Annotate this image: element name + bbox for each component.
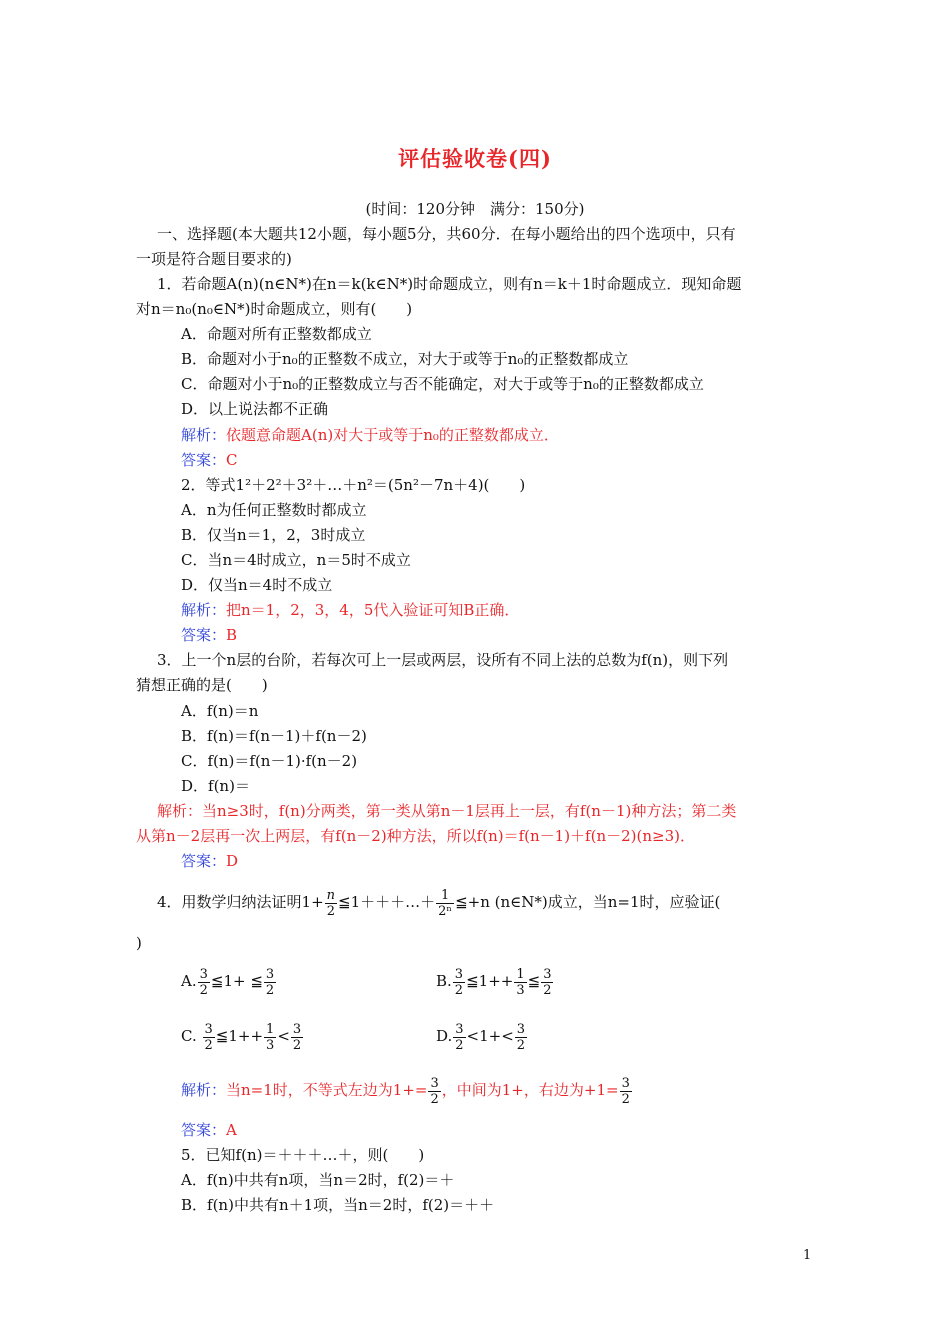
q2-stem: 2．等式1²＋2²＋3²＋…＋n²＝(5n²－7n＋4)( ): [181, 476, 526, 494]
fraction: [325, 888, 337, 919]
numerator: 3: [199, 966, 208, 982]
option-text: <: [277, 1027, 290, 1045]
q3-option-b: B．f(n)＝f(n－1)＋f(n－2): [181, 727, 367, 745]
analysis-text: 依题意命题A(n)对大于或等于n₀的正整数都成立．: [226, 426, 559, 444]
numerator: 3: [430, 1075, 439, 1091]
option-text: ≦: [527, 972, 541, 990]
denominator: 2: [199, 982, 208, 998]
q4-stem-start: 4．用数学归纳法证明1+: [157, 893, 324, 911]
q3-stem: 3．上一个n层的台阶，若每次可上一层或两层，设所有不同上法的总数为f(n)，则下列: [157, 651, 729, 669]
answer-value: D: [226, 852, 239, 870]
option-label: C.: [181, 1027, 197, 1045]
q1-analysis: [181, 424, 559, 446]
q4-stem: [157, 883, 720, 921]
fraction: [198, 967, 210, 998]
option-text: <1+<: [466, 1027, 514, 1045]
q1-stem-cont: 对n＝n₀(n₀∈N*)时命题成立，则有( ): [136, 300, 413, 318]
fraction: [291, 1022, 303, 1053]
analysis-label: 解析：: [181, 1081, 227, 1099]
denominator: 2: [454, 982, 464, 998]
q1-answer: [181, 449, 238, 471]
denominator: 2: [326, 903, 335, 919]
denominator: 2: [430, 1091, 439, 1107]
q2-answer: [181, 624, 237, 646]
fraction: [428, 1076, 440, 1107]
numerator: 1: [516, 966, 525, 982]
q3-option-c: C．f(n)＝f(n－1)·f(n－2): [181, 752, 358, 770]
analysis-text: 把n＝1，2，3，4，5代入验证可知B正确．: [226, 601, 520, 619]
fraction: [514, 967, 526, 998]
denominator: 2: [455, 1037, 464, 1053]
q2-option-a: A．n为任何正整数时都成立: [181, 501, 367, 519]
answer-value: B: [226, 626, 238, 644]
fraction: [541, 967, 553, 998]
q4-option-d: [436, 1017, 528, 1055]
analysis-label: 解析：: [181, 426, 227, 444]
option-label: A.: [181, 972, 197, 990]
numerator: 3: [292, 1021, 302, 1037]
denominator: 2: [543, 982, 552, 998]
denominator: 2: [621, 1091, 630, 1107]
q1-option-a: A．命题对所有正整数都成立: [181, 325, 372, 343]
q4-analysis: [181, 1071, 633, 1109]
q2-option-c: C．当n＝4时成立，n＝5时不成立: [181, 551, 411, 569]
page-title: 评估验收卷(四): [398, 146, 552, 171]
page-number: 1: [803, 1248, 812, 1263]
q5-option-b: B．f(n)中共有n＋1项，当n＝2时，f(2)＝＋＋: [181, 1196, 495, 1214]
section-intro-cont: 一项是符合题目要求的): [136, 250, 292, 268]
q3-analysis-cont: 从第n－2层再一次上两层，有f(n－2)种方法，所以f(n)＝f(n－1)＋f(n－2)(n≥3)．: [136, 827, 695, 845]
q1-option-d: D．以上说法都不正确: [181, 400, 329, 418]
answer-value: C: [226, 451, 238, 469]
q3-stem-cont: 猜想正确的是( ): [136, 676, 268, 694]
answer-label: 答案：: [181, 1121, 227, 1139]
answer-label: 答案：: [181, 626, 227, 644]
numerator: 3: [454, 966, 464, 982]
numerator: 3: [455, 1021, 464, 1037]
q3-option-a: A．f(n)＝n: [181, 702, 259, 720]
q4-answer: [181, 1119, 237, 1141]
numerator: 3: [204, 1021, 213, 1037]
fraction: [264, 1022, 276, 1053]
option-label: B.: [436, 972, 452, 990]
section-intro: 一、选择题(本大题共12小题，每小题5分，共60分．在每小题给出的四个选项中，只有: [157, 225, 736, 243]
q4-option-c: [181, 1017, 304, 1055]
fraction: [620, 1076, 632, 1107]
q1-option-b: B．命题对小于n₀的正整数不成立，对大于或等于n₀的正整数都成立: [181, 350, 629, 368]
q5-option-a: A．f(n)中共有n项，当n＝2时，f(2)＝＋: [181, 1171, 455, 1189]
denominator: 2: [292, 1037, 302, 1053]
numerator: n: [326, 887, 336, 903]
exam-meta: (时间：120分钟 满分：150分): [365, 200, 585, 218]
q1-option-c: C．命题对小于n₀的正整数成立与否不能确定，对大于或等于n₀的正整数都成立: [181, 375, 704, 393]
numerator: 3: [621, 1075, 630, 1091]
analysis-text: ，中间为1+，右边为+1=: [441, 1081, 619, 1099]
q3-answer: [181, 850, 238, 872]
q3-analysis: 解析：当n≥3时，f(n)分两类，第一类从第n－1层再上一层，有f(n－1)种方法；第二类: [157, 802, 737, 820]
option-text: ≦1++: [215, 1027, 264, 1045]
denominator: 3: [516, 982, 525, 998]
q4-option-b: [436, 962, 554, 1000]
fraction: [453, 1022, 465, 1053]
option-text: ≦1+ ≦: [210, 972, 263, 990]
q2-option-d: D．仅当n＝4时不成立: [181, 576, 333, 594]
option-text: ≦1++: [466, 972, 514, 990]
denominator: 3: [266, 1037, 275, 1053]
numerator: 3: [543, 966, 552, 982]
answer-label: 答案：: [181, 451, 227, 469]
answer-label: 答案：: [181, 852, 227, 870]
fraction: [453, 967, 465, 998]
q1-stem: 1．若命题A(n)(n∈N*)在n＝k(k∈N*)时命题成立，则有n＝k＋1时命题成立．现知命题: [157, 275, 742, 293]
denominator: 2: [516, 1037, 526, 1053]
q5-stem: 5．已知f(n)＝＋＋＋…＋，则( ): [181, 1146, 425, 1164]
numerator: 1: [266, 1021, 275, 1037]
q4-stem-end: ≦+n (n∈N*)成立，当n=1时，应验证(: [455, 893, 721, 911]
q2-analysis: [181, 599, 519, 621]
q4-stem-cont: ): [136, 934, 142, 952]
numerator: 3: [516, 1021, 526, 1037]
analysis-label: 解析：: [181, 601, 227, 619]
analysis-text: 当n=1时，不等式左边为1+=: [226, 1081, 428, 1099]
fraction: [515, 1022, 527, 1053]
q2-option-b: B．仅当n＝1，2，3时成立: [181, 526, 366, 544]
denominator: 2: [204, 1037, 213, 1053]
numerator: 3: [265, 966, 275, 982]
denominator: 2: [265, 982, 275, 998]
fraction: [436, 888, 454, 919]
q4-option-a: [181, 962, 277, 1000]
option-label: D.: [436, 1027, 453, 1045]
fraction: [203, 1022, 215, 1053]
numerator: 1: [436, 888, 454, 904]
denominator: 2ⁿ: [438, 903, 453, 919]
q4-stem-middle: ≦1＋＋＋…＋: [338, 893, 436, 911]
q3-option-d: D．f(n)＝: [181, 777, 250, 795]
answer-value: A: [226, 1121, 237, 1139]
fraction: [264, 967, 276, 998]
